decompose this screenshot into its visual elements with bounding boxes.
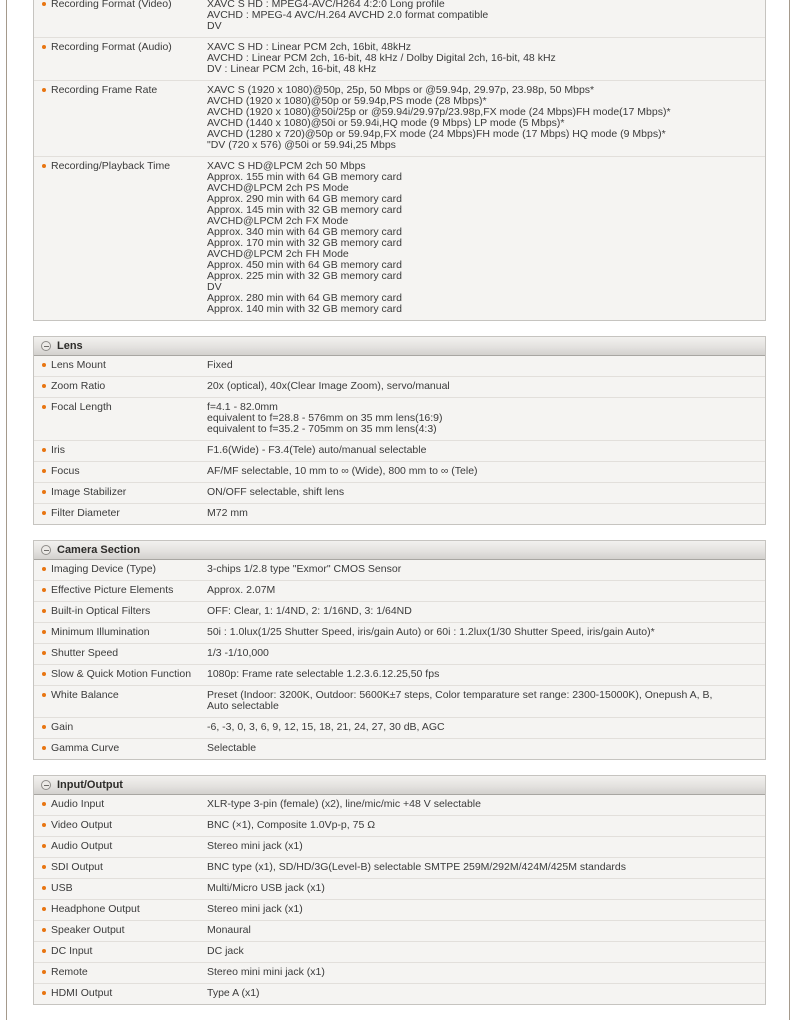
spec-value-line: Approx. 170 min with 32 GB memory card	[207, 237, 402, 249]
spec-value-line: OFF: Clear, 1: 1/4ND, 2: 1/16ND, 3: 1/64ND	[207, 605, 412, 617]
bullet-icon	[42, 609, 46, 613]
spec-label-cell	[34, 879, 207, 899]
bullet-icon	[42, 802, 46, 806]
spec-label: Lens Mount	[51, 359, 106, 371]
spec-value	[207, 644, 765, 664]
spec-value-line: AVCHD@LPCM 2ch FH Mode	[207, 248, 349, 260]
spec-label: Headphone Output	[51, 903, 140, 915]
bullet-icon	[42, 363, 46, 367]
section-rows	[34, 356, 765, 524]
table-row	[34, 816, 765, 837]
table-row	[34, 837, 765, 858]
spec-label-cell	[34, 686, 207, 717]
spec-value-line: Approx. 155 min with 64 GB memory card	[207, 171, 402, 183]
table-row	[34, 81, 765, 157]
table-row	[34, 398, 765, 441]
table-row	[34, 739, 765, 759]
table-row	[34, 795, 765, 816]
spec-value	[207, 157, 765, 320]
spec-value-line: 1080p: Frame rate selectable 1.2.3.6.12.25,50 fps	[207, 668, 440, 680]
bullet-icon	[42, 651, 46, 655]
bullet-icon	[42, 588, 46, 592]
spec-label-cell	[34, 795, 207, 815]
bullet-icon	[42, 970, 46, 974]
section-rows	[34, 560, 765, 759]
table-row	[34, 38, 765, 81]
table-row	[34, 686, 765, 718]
spec-label-cell	[34, 81, 207, 156]
spec-value	[207, 462, 765, 482]
section-rows	[34, 795, 765, 1004]
spec-label: Image Stabilizer	[51, 486, 127, 498]
section-rows	[34, 0, 765, 320]
spec-value-line: AVCHD (1440 x 1080)@50i or 59.94i,HQ mode (9 Mbps) LP mode (5 Mbps)*	[207, 117, 565, 129]
spec-label: Focal Length	[51, 401, 112, 413]
spec-label-cell	[34, 157, 207, 320]
spec-value-line: Approx. 450 min with 64 GB memory card	[207, 259, 402, 271]
spec-value	[207, 504, 765, 524]
spec-value-line: AVCHD (1920 x 1080)@50p or 59.94p,PS mode (28 Mbps)*	[207, 95, 487, 107]
spec-label-cell	[34, 816, 207, 836]
table-row	[34, 462, 765, 483]
bullet-icon	[42, 511, 46, 515]
table-row	[34, 483, 765, 504]
spec-label: Focus	[51, 465, 80, 477]
spec-value-line: Approx. 2.07M	[207, 584, 276, 596]
spec-label-cell	[34, 665, 207, 685]
table-row	[34, 942, 765, 963]
spec-value-line: XLR-type 3-pin (female) (x2), line/mic/mic +48 V selectable	[207, 798, 481, 810]
bullet-icon	[42, 672, 46, 676]
collapse-minus-icon[interactable]	[41, 545, 51, 555]
spec-label-cell	[34, 942, 207, 962]
spec-tables	[33, 0, 766, 1005]
spec-value-line: Approx. 290 min with 64 GB memory card	[207, 193, 402, 205]
spec-label-cell	[34, 900, 207, 920]
table-row	[34, 356, 765, 377]
spec-value	[207, 795, 765, 815]
bullet-icon	[42, 949, 46, 953]
bullet-icon	[42, 164, 46, 168]
spec-label-cell	[34, 602, 207, 622]
spec-value-line: 3-chips 1/2.8 type "Exmor" CMOS Sensor	[207, 563, 402, 575]
spec-label-cell	[34, 356, 207, 376]
spec-label-cell	[34, 837, 207, 857]
spec-value	[207, 483, 765, 503]
spec-value-line: AVCHD@LPCM 2ch PS Mode	[207, 182, 349, 194]
spec-label: Audio Output	[51, 840, 113, 852]
section-header[interactable]	[34, 776, 765, 795]
spec-value	[207, 739, 765, 759]
spec-value-line: XAVC S (1920 x 1080)@50p, 25p, 50 Mbps or @59.94p, 29.97p, 23.98p, 50 Mbps*	[207, 84, 595, 96]
bullet-icon	[42, 693, 46, 697]
table-row	[34, 665, 765, 686]
spec-value-line: M72 mm	[207, 507, 248, 519]
spec-label-cell	[34, 581, 207, 601]
spec-value-line: AVCHD (1280 x 720)@50p or 59.94p,FX mode (24 Mbps)FH mode (17 Mbps) HQ mode (9 Mbps)*	[207, 128, 666, 140]
spec-label: SDI Output	[51, 861, 103, 873]
spec-value-line: Approx. 340 min with 64 GB memory card	[207, 226, 402, 238]
bullet-icon	[42, 844, 46, 848]
spec-label-cell	[34, 739, 207, 759]
spec-value-line: Approx. 280 min with 64 GB memory card	[207, 292, 402, 304]
spec-value-line: AF/MF selectable, 10 mm to ∞ (Wide), 800 mm to ∞ (Tele)	[207, 465, 478, 477]
spec-label: Effective Picture Elements	[51, 584, 174, 596]
spec-value-line: AVCHD : Linear PCM 2ch, 16-bit, 48 kHz / Dolby Digital 2ch, 16-bit, 48 kHz	[207, 52, 556, 64]
spec-label: Gain	[51, 721, 74, 733]
spec-value-line: XAVC S HD@LPCM 2ch 50 Mbps	[207, 160, 366, 172]
spec-section	[33, 336, 766, 525]
table-row	[34, 963, 765, 984]
spec-label-cell	[34, 398, 207, 440]
table-row	[34, 984, 765, 1004]
spec-value-line: Auto selectable	[207, 700, 279, 712]
spec-value-line: Stereo mini jack (x1)	[207, 840, 303, 852]
section-header[interactable]	[34, 541, 765, 560]
spec-label: Imaging Device (Type)	[51, 563, 157, 575]
bullet-icon	[42, 2, 46, 6]
spec-value-line: XAVC S HD : MPEG4-AVC/H264 4:2:0 Long profile	[207, 0, 445, 10]
spec-value-line: F1.6(Wide) - F3.4(Tele) auto/manual selectable	[207, 444, 427, 456]
spec-value-line: 20x (optical), 40x(Clear Image Zoom), servo/manual	[207, 380, 450, 392]
bullet-icon	[42, 567, 46, 571]
table-row	[34, 581, 765, 602]
table-row	[34, 900, 765, 921]
spec-label-cell	[34, 0, 207, 37]
spec-label: Audio Input	[51, 798, 105, 810]
spec-label-cell	[34, 441, 207, 461]
spec-value-line: DV	[207, 20, 222, 32]
table-row	[34, 718, 765, 739]
spec-value-line: Preset (Indoor: 3200K, Outdoor: 5600K±7 steps, Color temparature set range: 2300-15000K), Onepush A, B,	[207, 689, 713, 701]
table-row	[34, 858, 765, 879]
spec-value-line: Approx. 225 min with 32 GB memory card	[207, 270, 402, 282]
bullet-icon	[42, 490, 46, 494]
spec-label: Recording Format (Video)	[51, 0, 172, 10]
spec-value-line: Monaural	[207, 924, 251, 936]
table-row	[34, 921, 765, 942]
spec-value	[207, 718, 765, 738]
spec-value-line: equivalent to f=35.2 - 705mm on 35 mm lens(4:3)	[207, 423, 437, 435]
bullet-icon	[42, 448, 46, 452]
spec-value	[207, 398, 765, 440]
spec-label: DC Input	[51, 945, 93, 957]
spec-value-line: DV	[207, 281, 222, 293]
spec-value	[207, 377, 765, 397]
section-title: Camera Section	[57, 544, 141, 556]
table-row	[34, 623, 765, 644]
spec-label-cell	[34, 38, 207, 80]
spec-value	[207, 942, 765, 962]
spec-label-cell	[34, 377, 207, 397]
spec-label-cell	[34, 560, 207, 580]
spec-label-cell	[34, 718, 207, 738]
spec-label: White Balance	[51, 689, 119, 701]
section-header[interactable]	[34, 337, 765, 356]
spec-value-line: Selectable	[207, 742, 257, 754]
spec-value-line: f=4.1 - 82.0mm	[207, 401, 278, 413]
spec-value-line: equivalent to f=28.8 - 576mm on 35 mm lens(16:9)	[207, 412, 443, 424]
collapse-minus-icon[interactable]	[41, 341, 51, 351]
spec-value-line: AVCHD@LPCM 2ch FX Mode	[207, 215, 349, 227]
spec-value	[207, 602, 765, 622]
spec-value-line: Stereo mini mini jack (x1)	[207, 966, 325, 978]
spec-label: Video Output	[51, 819, 113, 831]
spec-value	[207, 921, 765, 941]
spec-label-cell	[34, 462, 207, 482]
spec-value	[207, 356, 765, 376]
spec-value	[207, 858, 765, 878]
bullet-icon	[42, 405, 46, 409]
spec-value-line: DV : Linear PCM 2ch, 16-bit, 48 kHz	[207, 63, 377, 75]
spec-value-line: 1/3 -1/10,000	[207, 647, 269, 659]
table-row	[34, 0, 765, 38]
spec-value-line: BNC (×1), Composite 1.0Vp-p, 75 Ω	[207, 819, 376, 831]
spec-label-cell	[34, 504, 207, 524]
spec-value-line: Multi/Micro USB jack (x1)	[207, 882, 325, 894]
spec-value	[207, 38, 765, 80]
bullet-icon	[42, 886, 46, 890]
spec-label: HDMI Output	[51, 987, 113, 999]
table-row	[34, 560, 765, 581]
bullet-icon	[42, 469, 46, 473]
spec-value	[207, 837, 765, 857]
spec-value	[207, 984, 765, 1004]
spec-value	[207, 81, 765, 156]
spec-value-line: AVCHD (1920 x 1080)@50i/25p or @59.94i/29.97p/23.98p,FX mode (24 Mbps)FH mode(17 Mbps)*	[207, 106, 671, 118]
bullet-icon	[42, 823, 46, 827]
spec-value-line: Approx. 140 min with 32 GB memory card	[207, 303, 402, 315]
spec-value-line: Type A (x1)	[207, 987, 260, 999]
spec-value-line: XAVC S HD : Linear PCM 2ch, 16bit, 48kHz	[207, 41, 412, 53]
bullet-icon	[42, 384, 46, 388]
spec-section	[33, 775, 766, 1005]
spec-value	[207, 665, 765, 685]
spec-label-cell	[34, 644, 207, 664]
spec-value	[207, 879, 765, 899]
spec-section	[33, 0, 766, 321]
bullet-icon	[42, 725, 46, 729]
spec-label-cell	[34, 984, 207, 1004]
bullet-icon	[42, 991, 46, 995]
spec-value	[207, 900, 765, 920]
section-title: Input/Output	[57, 779, 123, 791]
bullet-icon	[42, 746, 46, 750]
table-row	[34, 602, 765, 623]
spec-value-line: Approx. 145 min with 32 GB memory card	[207, 204, 402, 216]
spec-label-cell	[34, 921, 207, 941]
spec-label: Zoom Ratio	[51, 380, 106, 392]
spec-label: Filter Diameter	[51, 507, 120, 519]
spec-value-line: ON/OFF selectable, shift lens	[207, 486, 345, 498]
spec-value-line: AVCHD : MPEG-4 AVC/H.264 AVCHD 2.0 format compatible	[207, 9, 489, 21]
spec-value	[207, 441, 765, 461]
spec-value	[207, 816, 765, 836]
spec-label: USB	[51, 882, 73, 894]
bullet-icon	[42, 88, 46, 92]
table-row	[34, 504, 765, 524]
spec-value-line: DC jack	[207, 945, 244, 957]
spec-value	[207, 963, 765, 983]
spec-label: Recording Format (Audio)	[51, 41, 172, 53]
spec-label: Remote	[51, 966, 88, 978]
spec-value	[207, 623, 765, 643]
spec-label: Recording Frame Rate	[51, 84, 158, 96]
table-row	[34, 879, 765, 900]
table-row	[34, 441, 765, 462]
spec-label: Slow & Quick Motion Function	[51, 668, 192, 680]
bullet-icon	[42, 630, 46, 634]
spec-value	[207, 686, 765, 717]
spec-value	[207, 581, 765, 601]
bullet-icon	[42, 865, 46, 869]
bullet-icon	[42, 928, 46, 932]
spec-label-cell	[34, 623, 207, 643]
spec-value-line: 50i : 1.0lux(1/25 Shutter Speed, iris/gain Auto) or 60i : 1.2lux(1/30 Shutter Speed, iris/gain Auto)*	[207, 626, 655, 638]
spec-label-cell	[34, 963, 207, 983]
collapse-minus-icon[interactable]	[41, 780, 51, 790]
section-title: Lens	[57, 340, 83, 352]
spec-value-line: "DV (720 x 576) @50i or 59.94i,25 Mbps	[207, 139, 396, 151]
spec-label: Minimum Illumination	[51, 626, 150, 638]
spec-value-line: -6, -3, 0, 3, 6, 9, 12, 15, 18, 21, 24, 27, 30 dB, AGC	[207, 721, 445, 733]
spec-value-line: Fixed	[207, 359, 233, 371]
spec-label: Recording/Playback Time	[51, 160, 171, 172]
spec-value-line: BNC type (x1), SD/HD/3G(Level-B) selectable SMTPE 259M/292M/424M/425M standards	[207, 861, 627, 873]
table-row	[34, 644, 765, 665]
bullet-icon	[42, 45, 46, 49]
spec-value	[207, 0, 765, 37]
spec-section	[33, 540, 766, 760]
spec-label: Speaker Output	[51, 924, 125, 936]
spec-label-cell	[34, 858, 207, 878]
bullet-icon	[42, 907, 46, 911]
table-row	[34, 157, 765, 320]
spec-label: Built-in Optical Filters	[51, 605, 151, 617]
spec-value-line: Stereo mini jack (x1)	[207, 903, 303, 915]
spec-label: Gamma Curve	[51, 742, 120, 754]
spec-value	[207, 560, 765, 580]
spec-label: Iris	[51, 444, 65, 456]
table-row	[34, 377, 765, 398]
spec-label: Shutter Speed	[51, 647, 119, 659]
spec-label-cell	[34, 483, 207, 503]
